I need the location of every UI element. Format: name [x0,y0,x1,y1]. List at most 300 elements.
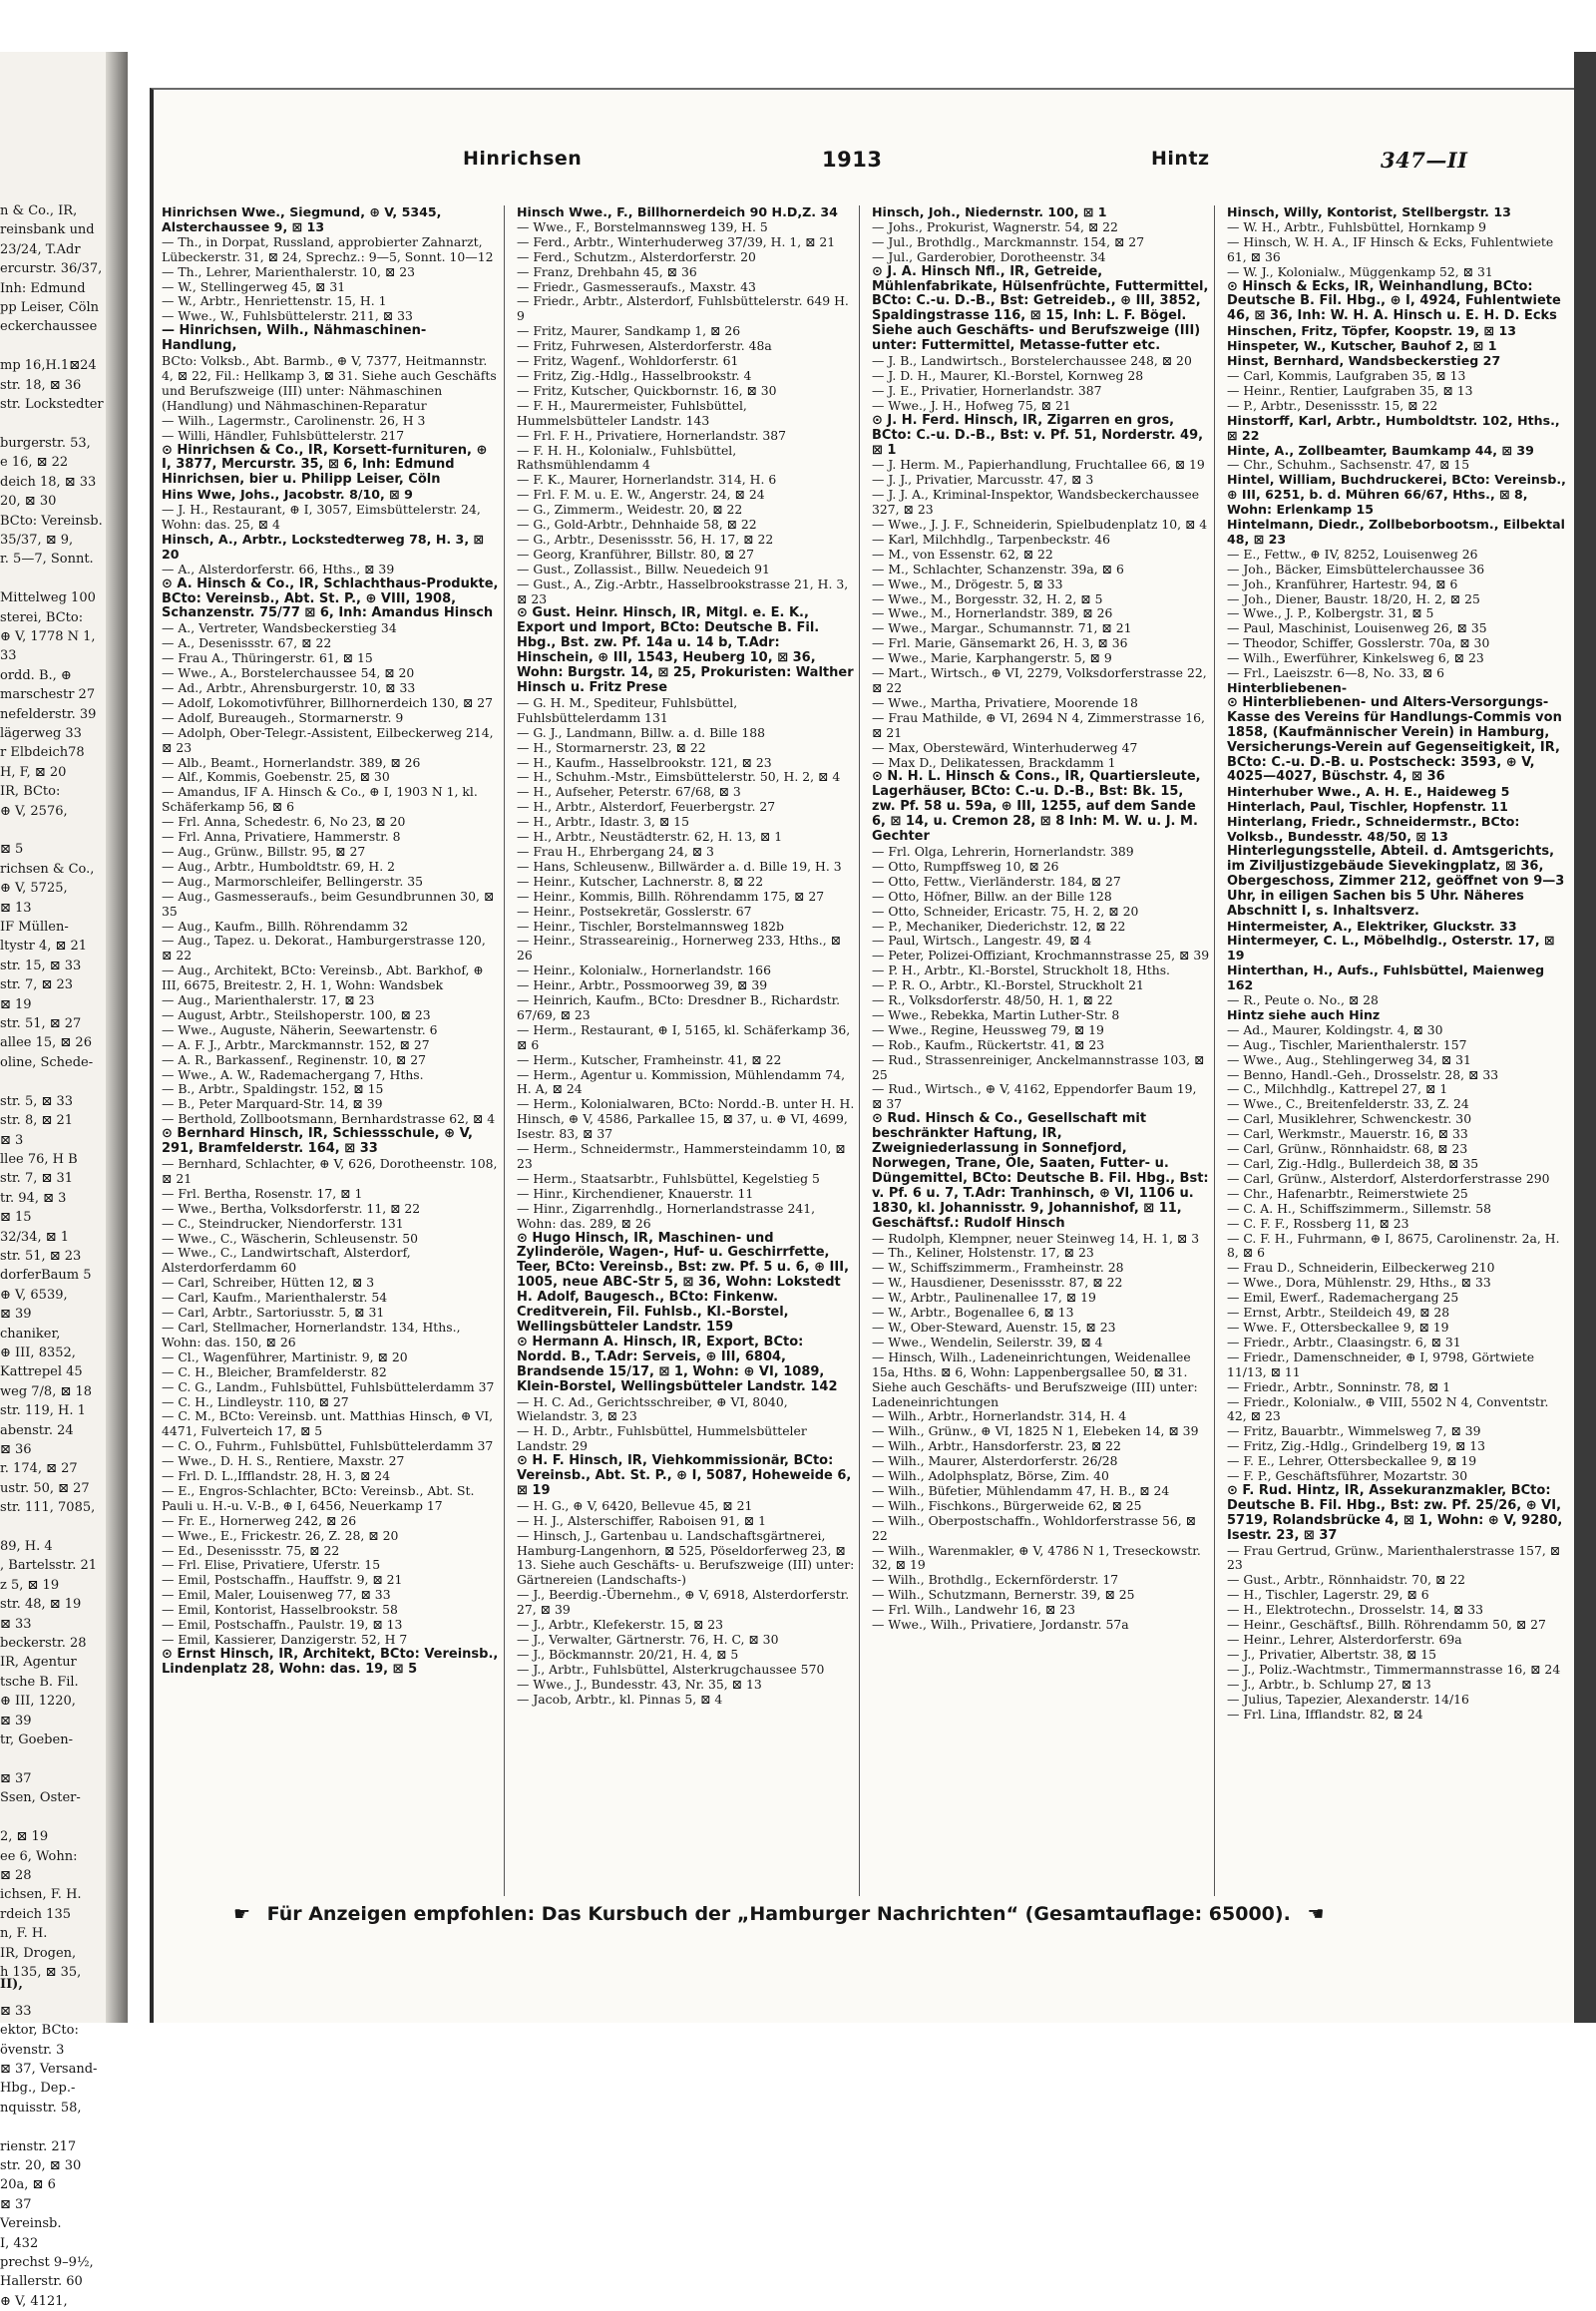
directory-entry: — Wwe., Marie, Karphangerstr. 5, ⊠ 9 [872,650,1112,666]
gutter-line [0,1072,104,1091]
directory-entry: — F. E., Lehrer, Ottersbeckallee 9, ⊠ 19 [1227,1453,1477,1469]
directory-entry: — Max, Oberstewärd, Winterhuderweg 47 [872,739,1138,755]
directory-entry: — C., Milchhdlg., Kattrepel 27, ⊠ 1 [1227,1081,1448,1097]
directory-entry: — Alf., Kommis, Goebenstr. 25, ⊠ 30 [162,769,390,785]
gutter-line: IR, Agentur [0,1655,77,1671]
directory-entry: — Wwe., Wilh., Privatiere, Jordanstr. 57a [872,1617,1129,1633]
directory-entry: — Wwe., Aug., Stehlingerweg 34, ⊠ 31 [1227,1051,1471,1067]
gutter-line: str. 7, ⊠ 31 [0,1171,74,1187]
directory-entry: Hintermeyer, C. L., Möbelhdlg., Osterstr. 17, ⊠ 19 [1227,933,1555,963]
directory-entry: — Herm., Schneidermstr., Hammersteindamm 10, ⊠ 23 [517,1141,846,1171]
directory-entry: — G., Zimmerm., Weidestr. 20, ⊠ 22 [517,502,743,518]
gutter-line: ⊠ 39 [0,1713,32,1729]
directory-entry: — E., Fettw., ⊕ IV, 8252, Louisenweg 26 [1227,546,1478,562]
gutter-line: h 135, ⊠ 35, [0,1964,82,1980]
directory-entry: — A., Vertreter, Wandsbeckerstieg 34 [162,620,397,636]
gutter-line: Hbg., Dep.- [0,2081,76,2097]
gutter-line: pp Leiser, Cöln [0,300,99,316]
directory-entry: — H. J., Alsterschiffer, Raboisen 91, ⊠ 1 [517,1512,766,1528]
directory-entry: Hintelmann, Diedr., Zollbeborbootsm., Eilbektal 48, ⊠ 23 [1227,517,1565,547]
gutter-line [0,1750,104,1769]
gutter-line: ektor, BCto: [0,2023,79,2039]
directory-entry: — Wilh., Fischkons., Bürgerweide 62, ⊠ 25 [872,1497,1142,1513]
gutter-line: str. 5, ⊠ 33 [0,1093,74,1109]
directory-entry: — Joh., Bäcker, Eimsbüttelerchaussee 36 [1227,561,1485,577]
directory-entry: — Frl. Anna, Privatiere, Hammerstr. 8 [162,829,401,845]
directory-entry: — Fritz, Zig.-Hdlg., Hasselbrookstr. 4 [517,367,752,383]
gutter-line: str. 119, H. 1 [0,1403,86,1419]
directory-entry: — Otto, Fettw., Vierländerstr. 184, ⊠ 27 [872,873,1121,889]
directory-entry: — Hinr., Zigarrenhdlg., Hornerlandstrasse 241, Wohn: das. 289, ⊠ 26 [517,1200,816,1231]
directory-entry: — W., Stellingerweg 45, ⊠ 31 [162,278,346,294]
gutter-line: eckerchaussee [0,319,98,335]
directory-entry: — Gust., A., Zig.-Arbtr., Hasselbrookstrasse 21, H. 3, ⊠ 23 [517,576,849,606]
gutter-line: lägerweg 33 [0,725,82,741]
directory-entry: ⊙ Rud. Hinsch & Co., Gesellschaft mit beschränkter Haftung, IR, Zweigniederlassung in Sonnefjord, Norwegen, Trane, Öle, Saaten, Futter- u. Düngemittel, BCto: Deutsche B. Fil. Hbg., Bst: v. Pf. 6 u. 7, T.Adr: Tranhinsch, ⊕ VI, 1106 u. 1830, kl. Johannisstr. 9, Johannishof, ⊠ 11, Geschäftsf.: Rudolf Hinsch [872,1111,1209,1231]
directory-entry: — Wwe., Martha, Privatiere, Moorende 18 [872,694,1138,710]
gutter-line: llee 76, H B [0,1151,78,1167]
gutter-line [0,1808,104,1827]
directory-entry: — Wwe., Wendelin, Seilerstr. 39, ⊠ 4 [872,1334,1103,1349]
pointing-hand-left-icon: ☚ [1307,1903,1325,1925]
directory-entry: — Wwe., M., Borgesstr. 32, H. 2, ⊠ 5 [872,590,1103,606]
gutter-line: ichsen, F. H. [0,1887,82,1903]
directory-entry: — Georg, Kranführer, Billstr. 80, ⊠ 27 [517,546,755,562]
directory-entry: — Friedr., Kolonialw., ⊕ VIII, 5502 N 4, Conventstr. 42, ⊠ 23 [1227,1393,1549,1424]
directory-entry: — Wilh., Büfetier, Mühlendamm 47, H. B., ⊠ 24 [872,1482,1170,1498]
directory-entry: — Frl. F. H., Privatiere, Hornerlandstr. 387 [517,427,786,443]
directory-entry: — Rob., Kaufm., Rückertstr. 41, ⊠ 23 [872,1036,1105,1052]
gutter-line: ⊕ III, 1220, [0,1694,76,1710]
directory-entry: — Heinr., Strasseareinig., Hornerweg 233, Hths., ⊠ 26 [517,933,841,963]
gutter-line: rdeich 135 [0,1906,71,1922]
directory-entry: — Wwe., A., Borstelerchaussee 54, ⊠ 20 [162,665,415,681]
directory-entry: — Herm., Kutscher, Framheinstr. 41, ⊠ 22 [517,1051,782,1067]
directory-entry: — Karl, Milchhdlg., Tarpenbeckstr. 46 [872,531,1111,547]
directory-entry: — H., Aufseher, Peterstr. 67/68, ⊠ 3 [517,784,741,800]
gutter-line: 89, H. 4 [0,1539,53,1555]
directory-entry: — J. J. A., Kriminal-Inspektor, Wandsbeckerchaussee 327, ⊠ 23 [872,487,1200,518]
directory-entry: — Herm., Restaurant, ⊕ I, 5165, kl. Schäferkamp 36, ⊠ 6 [517,1021,851,1052]
directory-entry: — Rud., Strassenreiniger, Anckelmannstrasse 103, ⊠ 25 [872,1051,1205,1082]
gutter-line: marschestr 27 [0,687,96,703]
directory-entry: — Wwe., W., Fuhlsbüttelerstr. 211, ⊠ 33 [162,308,413,324]
directory-entry: — Herm., Kolonialwaren, BCto: Nordd.-B. unter H. H. Hinsch, ⊕ V, 4586, Parkallee 15, ⊠ 37, u. ⊕ VI, 4699, Isestr. 83, ⊠ 37 [517,1096,855,1142]
directory-entry: — Frl. Wilh., Landwehr 16, ⊠ 23 [872,1602,1075,1618]
directory-entry: — Mart., Wirtsch., ⊕ VI, 2279, Volksdorferstrasse 22, ⊠ 22 [872,665,1207,695]
gutter-line: ⊕ V, 6539, [0,1287,68,1303]
gutter-line: 20a, ⊠ 6 [0,2177,56,2193]
directory-entry: — J., Verwalter, Gärtnerstr. 76, H. C, ⊠ 30 [517,1632,779,1647]
directory-entry: — Fritz, Bauarbtr., Wimmelsweg 7, ⊠ 39 [1227,1423,1481,1439]
directory-entry: — W., Hausdiener, Desenissstr. 87, ⊠ 22 [872,1275,1123,1291]
gutter-line: str. 7, ⊠ 23 [0,977,74,993]
gutter-line [0,1518,104,1537]
directory-entry: — Wwe., Margar., Schumannstr. 71, ⊠ 21 [872,620,1132,636]
directory-entry: — W., Ober-Steward, Auenstr. 15, ⊠ 23 [872,1319,1116,1335]
directory-entry: — Wilh., Warenmakler, ⊕ V, 4786 N 1, Treseckowstr. 32, ⊠ 19 [872,1542,1201,1573]
directory-entry: ⊙ Hugo Hinsch, IR, Maschinen- und Zylinderöle, Wagen-, Huf- u. Geschirrfette, Teer, BCto: Vereinsb., Bst: zw. Pf. 5 u. 6, ⊕ III, 1005, neue ABC-Str 5, ⊠ 36, Wohn: Lokstedt H. Adolf, Baugesch., BCto: Finkenw. Creditverein, Fil. Fuhlsb., Kl.-Borstel, Wellingsbütteler Landstr. 159 [517,1230,850,1335]
directory-entry: — Carl, Musiklehrer, Schwenckestr. 30 [1227,1111,1472,1127]
gutter-line: 20, ⊠ 30 [0,494,57,510]
directory-entry: Hinst, Bernhard, Wandsbeckerstieg 27 [1227,353,1501,369]
directory-entry: — C. H., Lindleystr. 110, ⊠ 27 [162,1393,349,1409]
gutter-line: str. 51, ⊠ 23 [0,1248,82,1264]
gutter-line: n, F. H. [0,1926,48,1942]
directory-entry: — Julius, Tapezier, Alexanderstr. 14/16 [1227,1691,1469,1707]
directory-entry: — Aug., Kaufm., Billh. Röhrendamm 32 [162,918,409,934]
directory-entry: — C. O., Fuhrm., Fuhlsbüttel, Fuhlsbüttelerdamm 37 [162,1438,494,1454]
directory-entry: — Friedr., Gasmesseraufs., Maxstr. 43 [517,278,756,294]
directory-entry: — Ad., Arbtr., Ahrensburgerstr. 10, ⊠ 33 [162,680,416,695]
gutter-line: ⊠ 15 [0,1210,32,1226]
gutter-line: n & Co., IR, [0,203,78,218]
directory-entry: — Jul., Brothdlg., Marckmannstr. 154, ⊠ 27 [872,233,1145,249]
directory-entry: ⊙ Hinsch & Ecks, IR, Weinhandlung, BCto: Deutsche B. Fil. Hbg., ⊕ I, 4924, Fuhlentwiete 46, ⊠ 36, Inh: W. H. A. Hinsch u. E. H. D. Ecks [1227,278,1561,324]
directory-entry: — R., Volksdorferstr. 48/50, H. 1, ⊠ 22 [872,992,1113,1008]
directory-entry: — Amandus, IF A. Hinsch & Co., ⊕ I, 1903 N 1, kl. Schäferkamp 56, ⊠ 6 [162,784,478,815]
header-last-entry: Hintz [1151,148,1210,170]
header-year: 1913 [822,148,883,172]
gutter-line: str. 18, ⊠ 36 [0,377,82,393]
directory-entry: — Wwe., A. W., Rademachergang 7, Hths. [162,1066,424,1082]
directory-entry: — Hinrichsen, Wilh., Nähmaschinen-Handlung, [162,323,427,354]
directory-entry: — Joh., Kranführer, Hartestr. 94, ⊠ 6 [1227,576,1458,591]
directory-entry: Hinterhuber Wwe., A. H. E., Haideweg 5 [1227,784,1510,800]
directory-entry: — Wwe., J. P., Kolbergstr. 31, ⊠ 5 [1227,605,1434,621]
directory-entry: — Heinr., Rentier, Laufgraben 35, ⊠ 13 [1227,382,1473,398]
directory-entry: — Emil, Postschaffn., Hauffstr. 9, ⊠ 21 [162,1572,403,1588]
directory-entry: — Wilh., Arbtr., Hansdorferstr. 23, ⊠ 22 [872,1438,1121,1454]
directory-entry: — Frl. Anna, Schedestr. 6, No 23, ⊠ 20 [162,814,406,830]
directory-entry: Hintermeister, A., Elektriker, Gluckstr. 33 [1227,918,1517,934]
gutter-line: ltystr 4, ⊠ 21 [0,939,88,955]
directory-entry: — Frau D., Schneiderin, Eilbeckerweg 210 [1227,1260,1495,1276]
directory-entry: Hinterlegungsstelle, Abteil. d. Amtsgerichts, im Ziviljustizgebäude Sievekingplatz, ⊠ 36, Obergeschoss, Zimmer 212, geöffnet von 9—3 Uhr, in eiligen Sachen bis 5 Uhr. Näheres Abschnitt I, s. Inhaltsverz. [1227,843,1565,919]
directory-entry: ⊙ J. A. Hinsch Nfl., IR, Getreide, Mühlenfabrikate, Hülsenfrüchte, Futtermittel, BCto: C.-u. D.-B., Bst: Getreideb., ⊕ III, 3852, Spaldingstrasse 116, ⊠ 15, Inh: L. F. Bögel. Siehe auch Geschäfts- und Berufszweige (III) unter: Futtermittel, Metasse-futter etc. [872,263,1209,354]
directory-entry: — Wwe. F., Ottersbeckallee 9, ⊠ 19 [1227,1319,1449,1335]
directory-entry: — Carl, Stellmacher, Hornerlandstr. 134, Hths., Wohn: das. 150, ⊠ 26 [162,1319,461,1349]
directory-entry: Hins Wwe, Johs., Jacobstr. 8/10, ⊠ 9 [162,487,413,503]
directory-entry: — Wwe., C., Breitenfelderstr. 33, Z. 24 [1227,1096,1469,1112]
directory-entry: — B., Peter Marquard-Str. 14, ⊠ 39 [162,1096,383,1112]
gutter-line: ⊠ 33 [0,2003,32,2019]
directory-entry: — Friedr., Arbtr., Claasingstr. 6, ⊠ 31 [1227,1334,1461,1349]
directory-entry: — Frau Gertrud, Grünw., Marienthalerstrasse 157, ⊠ 23 [1227,1542,1561,1573]
directory-entry: — Adolph, Ober-Telegr.-Assistent, Eilbeckerweg 214, ⊠ 23 [162,724,494,755]
gutter-line [0,821,104,840]
gutter-line: ⊠ 13 [0,900,32,916]
gutter-line: mp 16,H.1⊠24 [0,358,97,374]
gutter-line: e 16, ⊠ 22 [0,455,69,471]
directory-entry: — A., Desenissstr. 67, ⊠ 22 [162,635,332,651]
gutter-line: str. 15, ⊠ 33 [0,958,82,973]
directory-entry: — Chr., Schuhm., Sachsenstr. 47, ⊠ 15 [1227,457,1470,473]
directory-page [150,88,1575,2023]
directory-entry: — Carl, Kommis, Laufgraben 35, ⊠ 13 [1227,367,1466,383]
gutter-line: Kattrepel 45 [0,1364,83,1380]
directory-entry: — Fritz, Zig.-Hdlg., Grindelberg 19, ⊠ 13 [1227,1438,1486,1454]
directory-entry: — Wilh., Lagermstr., Carolinenstr. 26, H 3 [162,412,426,428]
gutter-line: 2, ⊠ 19 [0,1829,49,1845]
directory-entry: — P. H., Arbtr., Kl.-Borstel, Struckholt 18, Hths. [872,963,1170,978]
directory-entry: — F. P., Geschäftsführer, Mozartstr. 30 [1227,1468,1468,1484]
gutter-line: str. 20, ⊠ 30 [0,2158,82,2174]
gutter-line: Hallerstr. 60 [0,2274,83,2290]
directory-entry: — Alb., Beamt., Hornerlandstr. 389, ⊠ 26 [162,754,421,770]
directory-entry: — Wilh., Arbtr., Hornerlandstr. 314, H. 4 [872,1408,1127,1424]
directory-entry: — Benno, Handl.-Geh., Drosselstr. 28, ⊠ 33 [1227,1066,1499,1082]
directory-columns [162,205,1570,1896]
gutter-line: BCto: Vereinsb. [0,513,103,529]
directory-entry: — Rud., Wirtsch., ⊕ V, 4162, Eppendorfer Baum 19, ⊠ 37 [872,1081,1197,1112]
gutter-line: Mittelweg 100 [0,590,96,606]
directory-entry: Hinterbliebenen- [1227,680,1348,695]
directory-entry: Hinterthan, H., Aufs., Fuhlsbüttel, Maienweg 162 [1227,963,1545,993]
directory-entry: Hintel, William, Buchdruckerei, BCto: Vereinsb., ⊕ III, 6251, b. d. Mühren 66/67, Hths., ⊠ 8, Wohn: Erlenkamp 15 [1227,472,1566,518]
directory-entry: — Jul., Garderobier, Dorotheenstr. 34 [872,248,1106,264]
gutter-line: 23/24, T.Adr [0,241,81,257]
gutter-line: Vereinsb. [0,2216,62,2232]
directory-entry: — Wwe., Bertha, Volksdorferstr. 11, ⊠ 22 [162,1200,421,1216]
directory-column-3 [872,205,1215,1896]
gutter-line: övenstr. 3 [0,2042,65,2058]
gutter-line: ⊠ 28 [0,1867,32,1883]
directory-entry: Hinsch, Joh., Niedernstr. 100, ⊠ 1 [872,204,1107,219]
gutter-line: z 5, ⊠ 19 [0,1577,60,1593]
directory-entry: — Fr. E., Hornerweg 242, ⊠ 26 [162,1512,357,1528]
gutter-line: deich 18, ⊠ 33 [0,474,97,490]
directory-entry: — G. J., Landmann, Billw. a. d. Bille 188 [517,724,765,740]
directory-entry: — Gust., Arbtr., Rönnhaidstr. 70, ⊠ 22 [1227,1572,1466,1588]
directory-entry: — Wwe., J. J. F., Schneiderin, Spielbudenplatz 10, ⊠ 4 [872,517,1208,533]
gutter-line: r Elbdeich78 [0,745,85,761]
gutter-line: ercurstr. 36/37, [0,261,103,277]
page-number: 347—II [1381,148,1468,173]
directory-entry: — P., Mechaniker, Diederichstr. 12, ⊠ 22 [872,918,1126,934]
directory-entry: — Wilh., Brothdlg., Eckernförderstr. 17 [872,1572,1119,1588]
directory-entry: — J., Arbtr., Klefekerstr. 15, ⊠ 23 [517,1617,724,1633]
gutter-line: ⊕ V, 2576, [0,803,68,819]
directory-entry: — Frl. Elise, Privatiere, Uferstr. 15 [162,1557,381,1573]
directory-column-1 [162,205,505,1896]
directory-entry: — Wwe., M., Drögestr. 5, ⊠ 33 [872,576,1063,591]
gutter-line: chaniker, [0,1326,61,1342]
directory-entry: — Th., in Dorpat, Russland, approbierter Zahnarzt, Lübeckerstr. 31, ⊠ 24, Sprechz.: 9—5, Sonnt. 10—12 [162,233,494,264]
gutter-line: ⊕ V, 5725, [0,881,68,897]
directory-entry: — Fritz, Wagenf., Wohldorferstr. 61 [517,353,739,369]
directory-entry: — Frl. Lina, Ifflandstr. 82, ⊠ 24 [1227,1706,1423,1722]
directory-entry: — Cl., Wagenführer, Martinistr. 9, ⊠ 20 [162,1348,408,1364]
directory-entry: — C., Steindrucker, Niendorferstr. 131 [162,1215,404,1231]
directory-entry: — Frau A., Thüringerstr. 61, ⊠ 15 [162,650,373,666]
directory-entry: — H., Schuhm.-Mstr., Eimsbüttelerstr. 50, H. 2, ⊠ 4 [517,769,841,785]
directory-entry: — Otto, Rumpffsweg 10, ⊠ 26 [872,858,1059,874]
directory-entry: — Aug., Grünw., Billstr. 95, ⊠ 27 [162,843,366,859]
directory-entry: — Emil, Kontorist, Hasselbrookstr. 58 [162,1602,398,1618]
gutter-line: str. 111, 7085, [0,1500,96,1516]
gutter-line: 35/37, ⊠ 9, [0,532,74,548]
directory-entry: — J. B., Landwirtsch., Borstelerchaussee 248, ⊠ 20 [872,353,1192,369]
directory-entry: — J., Arbtr., Fuhlsbüttel, Alsterkrugchaussee 570 [517,1661,825,1677]
directory-entry: — J., Poliz.-Wachtmstr., Timmermannstrasse 16, ⊠ 24 [1227,1661,1561,1677]
gutter-line: prechst 9–9½, [0,2255,94,2271]
gutter-line: beckerstr. 28 [0,1636,87,1652]
directory-entry: — Adolf, Bureaugeh., Stormarnerstr. 9 [162,709,404,725]
directory-entry: — W. H., Arbtr., Fuhlsbüttel, Hornkamp 9 [1227,218,1487,234]
gutter-line: H, F, ⊠ 20 [0,764,67,780]
directory-entry: — Frl. Marie, Gänsemarkt 26, H. 3, ⊠ 36 [872,635,1128,651]
directory-entry: BCto: Volksb., Abt. Barmb., ⊕ V, 7377, Heitmannstr. 4, ⊠ 22, Fil.: Hellkamp 3, ⊠ 31. Siehe auch Geschäfts und Berufszweige (III) unter: Nähmaschinen (Handlung) und Nähmaschinen-Reparatur [162,353,497,413]
directory-entry: — Emil, Ewerf., Rademachergang 25 [1227,1290,1459,1306]
gutter-line: ustr. 50, ⊠ 27 [0,1480,90,1496]
directory-entry: — P. R. O., Arbtr., Kl.-Borstel, Struckholt 21 [872,977,1144,993]
directory-entry: — Hinr., Kirchendiener, Knauerstr. 11 [517,1185,754,1201]
gutter-line: dorferBaum 5 [0,1268,92,1284]
directory-entry: — Frau H., Ehrbergang 24, ⊠ 3 [517,843,714,859]
gutter-line: str. 48, ⊠ 19 [0,1597,82,1613]
directory-entry: — M., Schlachter, Schanzenstr. 39a, ⊠ 6 [872,561,1124,577]
gutter-line: ee 6, Wohn: [0,1848,78,1864]
gutter-line: ⊕ III, 8352, [0,1345,76,1360]
directory-entry: — H., Arbtr., Alsterdorf, Feuerbergstr. 27 [517,799,776,815]
directory-entry: — H. C. Ad., Gerichtsschreiber, ⊕ VI, 8040, Wielandstr. 3, ⊠ 23 [517,1393,788,1424]
directory-entry: — Hinsch, J., Gartenbau u. Landschaftsgärtnerei, Hamburg-Langenhorn, ⊠ 525, Pöseldorferweg 23, ⊠ 13. Siehe auch Geschäfts- u. Berufszweige (III) unter: Gärtnereien (Landschafts-) [517,1527,855,1588]
gutter-line: abenstr. 24 [0,1422,74,1438]
directory-entry: — H., Arbtr., Neustädterstr. 62, H. 13, ⊠ 1 [517,829,783,845]
directory-entry: — Heinr., Tischler, Borstelmannsweg 182b [517,918,784,934]
directory-entry: — W., Arbtr., Paulinenallee 17, ⊠ 19 [872,1290,1096,1306]
directory-entry: — H. D., Arbtr., Fuhlsbüttel, Hummelsbütteler Landstr. 29 [517,1423,807,1454]
directory-entry: — Aug., Tapez. u. Dekorat., Hamburgerstrasse 120, ⊠ 22 [162,933,486,963]
directory-entry: — M., von Essenstr. 62, ⊠ 22 [872,546,1053,562]
directory-entry: — Wwe., Dora, Mühlenstr. 29, Hths., ⊠ 33 [1227,1275,1491,1291]
directory-entry: — Wwe., C., Landwirtschaft, Alsterdorf, Alsterdorferdamm 60 [162,1245,411,1276]
directory-entry: — Berthold, Zollbootsmann, Bernhardstrasse 62, ⊠ 4 [162,1111,496,1127]
gutter-line [0,337,104,356]
directory-entry: Hinsch Wwe., F., Billhornerdeich 90 H.D,Z. 34 [517,204,838,219]
directory-entry: ⊙ N. H. L. Hinsch & Cons., IR, Quartiersleute, Lagerhäuser, BCto: C.-u. D.-B., Bst: Bk. 15, zw. Pf. 58 u. 59a, ⊕ III, 1255, auf dem Sande 6, ⊠ 14, u. Cremon 28, ⊠ 8 Inh: M. W. u. J. M. Gechter [872,769,1201,845]
directory-entry: — Wilh., Grünw., ⊕ VI, 1825 N 1, Elebeken 14, ⊠ 39 [872,1423,1199,1439]
directory-entry: ⊙ Hinrichsen & Co., IR, Korsett-furnituren, ⊕ I, 3877, Mercurstr. 35, ⊠ 6, Inh: Edmund Hinrichsen, bier u. Philipp Leiser, Cöln [162,442,488,488]
directory-entry: — Heinr., Kommis, Billh. Röhrendamm 175, ⊠ 27 [517,888,825,904]
directory-entry: — H., Tischler, Lagerstr. 29, ⊠ 6 [1227,1587,1429,1603]
directory-entry: — Aug., Arbtr., Humboldtstr. 69, H. 2 [162,858,395,874]
directory-entry: — Frl., Laeiszstr. 6—8, No. 33, ⊠ 6 [1227,665,1445,681]
gutter-line: weg 7/8, ⊠ 18 [0,1383,93,1399]
gutter-line [0,2118,104,2136]
directory-entry: — Wwe., D. H. S., Rentiere, Maxstr. 27 [162,1453,405,1469]
directory-entry: — August, Arbtr., Steilshoperstr. 100, ⊠ 23 [162,1006,431,1022]
directory-entry: — Frl. Bertha, Rosenstr. 17, ⊠ 1 [162,1185,363,1201]
directory-entry: — Heinrich, Kaufm., BCto: Dresdner B., Richardstr. 67/69, ⊠ 23 [517,992,841,1022]
directory-entry: — J., Privatier, Albertstr. 38, ⊠ 15 [1227,1646,1437,1662]
directory-entry: — C. H., Bleicher, Bramfelderstr. 82 [162,1363,387,1379]
gutter-line: , Bartelsstr. 21 [0,1558,98,1574]
directory-entry: — Chr., Hafenarbtr., Reimerstwiete 25 [1227,1185,1468,1201]
gutter-line: r. 174, ⊠ 27 [0,1461,78,1477]
directory-entry: — J. J., Privatier, Marcusstr. 47, ⊠ 3 [872,472,1094,488]
gutter-line: str. Lockstedter [0,397,104,413]
gutter-line: ⊠ 37 [0,2196,32,2212]
gutter-line [0,414,104,433]
gutter-line: sterei, BCto: [0,609,84,625]
directory-entry: — Rudolph, Klempner, neuer Steinweg 14, H. 1, ⊠ 3 [872,1230,1200,1246]
directory-entry: — Ad., Maurer, Koldingstr. 4, ⊠ 30 [1227,1021,1443,1037]
directory-entry: — W., Arbtr., Henriettenstr. 15, H. 1 [162,293,387,309]
gutter-line: allee 15, ⊠ 26 [0,1035,92,1051]
gutter-line: ⊠ 5 [0,842,24,858]
directory-entry: — Carl, Kaufm., Marienthalerstr. 54 [162,1290,388,1306]
left-page-gutter [0,52,128,2309]
directory-entry: — Frl. D. L.,Ifflandstr. 28, H. 3, ⊠ 24 [162,1468,391,1484]
directory-entry: — Carl, Zig.-Hdlg., Bullerdeich 38, ⊠ 35 [1227,1156,1479,1171]
directory-entry: — Carl, Schreiber, Hütten 12, ⊠ 3 [162,1275,375,1291]
book-spine-shadow [106,52,128,2023]
directory-entry: — W., Arbtr., Bogenallee 6, ⊠ 13 [872,1305,1074,1321]
scan-right-edge [1574,52,1596,2023]
previous-page-fragment [0,201,104,2311]
gutter-line: ⊠ 19 [0,996,32,1012]
gutter-line: ⊠ 37 [0,1770,32,1786]
header-first-entry: Hinrichsen [463,148,583,170]
directory-entry: Hinsch, A., Arbtr., Lockstedterweg 78, H. 3, ⊠ 20 [162,531,485,562]
gutter-line: ⊠ 36 [0,1442,32,1457]
directory-entry: — Paul, Maschinist, Louisenweg 26, ⊠ 35 [1227,620,1487,636]
gutter-line: IF Müllen- [0,920,69,936]
directory-entry: — Frl. Olga, Lehrerin, Hornerlandstr. 389 [872,843,1134,859]
directory-entry: — Wilh., Adolphsplatz, Börse, Zim. 40 [872,1468,1109,1484]
directory-entry: ⊙ Hermann A. Hinsch, IR, Export, BCto: Nordd. B., T.Adr: Serveis, ⊕ III, 6804, Brandsende 15/17, ⊠ 1, Wohn: ⊕ VI, 1089, Klein-Borstel, Wellingsbütteler Landstr. 142 [517,1334,838,1394]
directory-entry: — P., Arbtr., Desenissstr. 15, ⊠ 22 [1227,397,1438,413]
directory-entry: — Ferd., Arbtr., Winterhuderweg 37/39, H. 1, ⊠ 21 [517,233,836,249]
directory-entry: — W. J., Kolonialw., Müggenkamp 52, ⊠ 31 [1227,263,1493,279]
directory-entry: — J., Arbtr., b. Schlump 27, ⊠ 13 [1227,1676,1431,1692]
directory-entry: — G., Arbtr., Desenissstr. 56, H. 17, ⊠ 22 [517,531,774,547]
directory-entry: — Herm., Agentur u. Kommission, Mühlendamm 74, H. A, ⊠ 24 [517,1066,846,1097]
directory-entry: — F. H., Maurermeister, Fuhlsbüttel, Hummelsbütteler Landstr. 143 [517,397,747,428]
directory-entry: — A. R., Barkassenf., Reginenstr. 10, ⊠ 27 [162,1051,426,1067]
directory-entry: — Wwe., J., Bundesstr. 43, Nr. 35, ⊠ 13 [517,1676,762,1692]
directory-entry: — Paul, Wirtsch., Langestr. 49, ⊠ 4 [872,933,1092,949]
directory-entry: — Fritz, Kutscher, Quickbornstr. 16, ⊠ 30 [517,382,777,398]
directory-entry: — C. A. H., Schiffszimmerm., Sillemstr. 58 [1227,1200,1492,1216]
directory-entry: — Ernst, Arbtr., Steildeich 49, ⊠ 28 [1227,1305,1450,1321]
gutter-line: str. 51, ⊠ 27 [0,1016,82,1032]
gutter-line: oline, Schede- [0,1054,94,1070]
directory-entry: ⊙ F. Rud. Hintz, IR, Assekuranzmakler, BCto: Deutsche B. Fil. Hbg., Bst: zw. Pf. 25/26, ⊕ VI, 5719, Rolandsbrücke 4, ⊠ 1, Wohn: ⊕ V, 9280, Isestr. 23, ⊠ 37 [1227,1482,1563,1543]
directory-entry: — Franz, Drehbahn 45, ⊠ 36 [517,263,697,279]
directory-entry: — Heinr., Geschäftsf., Billh. Röhrendamm 50, ⊠ 27 [1227,1617,1546,1633]
directory-entry: Hinterlach, Paul, Tischler, Hopfenstr. 11 [1227,799,1508,815]
directory-entry: ⊙ Gust. Heinr. Hinsch, IR, Mitgl. e. E. K., Export und Import, BCto: Deutsche B. Fil. Hbg., Bst. zw. Pf. 14a u. 14 b, T.Adr: Hinschein, ⊕ III, 1543, Heuberg 10, ⊠ 36, Wohn: Burgstr. 14, ⊠ 25, Prokuristen: Walther Hinsch u. Fritz Prese [517,605,854,695]
directory-entry: — Hinsch, Wilh., Ladeneinrichtungen, Weidenallee 15a, Hths. ⊠ 6, Wohn: Lappenbergsallee 50, ⊠ 31. Siehe auch Geschäfts- und Berufszweige (III) unter: Ladeneinrichtungen [872,1348,1198,1409]
directory-entry: — Emil, Kassierer, Danzigerstr. 52, H 7 [162,1632,408,1647]
directory-entry: — F. K., Maurer, Hornerlandstr. 314, H. 6 [517,472,777,488]
directory-entry: — Hans, Schleusenw., Billwärder a. d. Bille 19, H. 3 [517,858,842,874]
directory-entry: Hinschen, Fritz, Töpfer, Koopstr. 19, ⊠ 13 [1227,323,1517,339]
directory-entry: Hinspeter, W., Kutscher, Bauhof 2, ⊠ 1 [1227,338,1497,354]
gutter-line: 32/34, ⊠ 1 [0,1229,70,1245]
directory-entry: — Wilh., Ewerführer, Kinkelsweg 6, ⊠ 23 [1227,650,1484,666]
running-header [154,148,1575,182]
directory-entry: — Friedr., Damenschneider, ⊕ I, 9798, Görtwiete 11/13, ⊠ 11 [1227,1348,1535,1379]
directory-entry: ⊙ Bernhard Hinsch, IR, Schiessschule, ⊕ V, 291, Bramfelderstr. 164, ⊠ 33 [162,1126,473,1157]
gutter-line: str. 8, ⊠ 21 [0,1113,74,1129]
directory-entry: ⊙ A. Hinsch & Co., IR, Schlachthaus-Produkte, BCto: Vereinsb., Abt. St. P., ⊕ VIII, 1908, Schanzenstr. 75/77 ⊠ 6, Inh: Amandus Hinsch [162,576,499,621]
directory-entry: — G., Gold-Arbtr., Dehnhaide 58, ⊠ 22 [517,517,757,533]
directory-entry: — Adolf, Lokomotivführer, Billhornerdeich 130, ⊠ 27 [162,694,493,710]
